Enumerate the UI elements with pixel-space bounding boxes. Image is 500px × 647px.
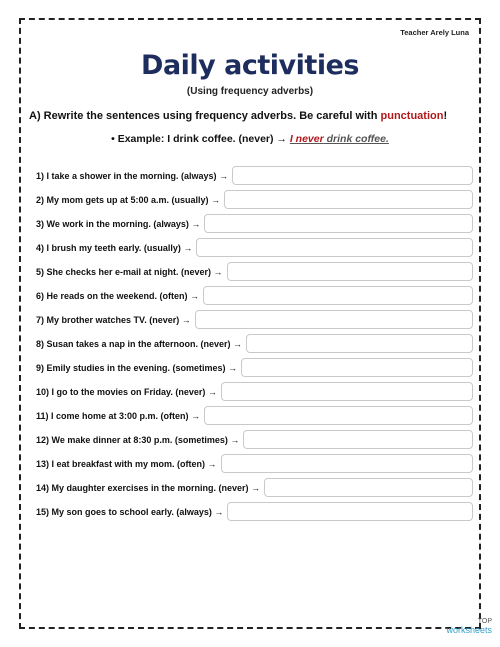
question-row	[36, 501, 473, 522]
answer-box[interactable]	[241, 358, 473, 377]
teacher-name: Teacher Arely Luna	[400, 28, 469, 37]
question-text: 10) I go to the movies on Friday. (never) →	[36, 386, 217, 397]
answer-box[interactable]	[264, 478, 473, 497]
question-row	[36, 261, 473, 282]
answer-box[interactable]	[227, 502, 473, 521]
question-row	[36, 333, 473, 354]
answer-box[interactable]	[204, 406, 473, 425]
example-answer-rest: drink coffee.	[323, 133, 389, 145]
question-row	[36, 453, 473, 474]
brand-top: TOP	[477, 618, 492, 625]
question-row	[36, 213, 473, 234]
answer-box[interactable]	[243, 430, 473, 449]
answer-box[interactable]	[246, 334, 473, 353]
question-row	[36, 405, 473, 426]
question-text: 14) My daughter exercises in the morning. (never) →	[36, 482, 261, 493]
page-title: Daily activities	[141, 50, 359, 81]
answer-box[interactable]	[196, 238, 473, 257]
question-text: 11) I come home at 3:00 p.m. (often) →	[36, 410, 201, 421]
page-subtitle: (Using frequency adverbs)	[186, 86, 314, 97]
question-text: 12) We make dinner at 8:30 p.m. (sometimes) →	[36, 434, 240, 445]
instruction-text: A) Rewrite the sentences using frequency adverbs. Be careful with	[29, 110, 381, 122]
answer-box[interactable]	[203, 286, 473, 305]
question-text: 9) Emily studies in the evening. (sometimes) →	[36, 362, 238, 373]
question-row	[36, 381, 473, 402]
question-row	[36, 189, 473, 210]
example	[21, 133, 479, 145]
question-text: 3) We work in the morning. (always) →	[36, 218, 201, 229]
question-text: 2) My mom gets up at 5:00 a.m. (usually) →	[36, 194, 221, 205]
question-text: 15) My son goes to school early. (always) →	[36, 506, 224, 517]
instruction-highlight: punctuation	[380, 110, 444, 122]
question-row	[36, 477, 473, 498]
question-text: 6) He reads on the weekend. (often) →	[36, 290, 200, 301]
question-row	[36, 429, 473, 450]
answer-box[interactable]	[204, 214, 473, 233]
question-row	[36, 357, 473, 378]
brand-logo	[446, 617, 492, 635]
question-row	[36, 285, 473, 306]
answer-box[interactable]	[227, 262, 473, 281]
instruction-end: !	[443, 110, 448, 122]
answer-box[interactable]	[232, 166, 473, 185]
example-answer-highlight: I never	[289, 133, 324, 145]
question-text: 4) I brush my teeth early. (usually) →	[36, 242, 193, 253]
brand-name: worksheets	[446, 625, 492, 635]
question-text: 8) Susan takes a nap in the afternoon. (never) →	[36, 338, 243, 349]
question-text: 1) I take a shower in the morning. (always) →	[36, 170, 229, 181]
example-answer	[290, 133, 389, 145]
question-row	[36, 309, 473, 330]
answer-box[interactable]	[224, 190, 473, 209]
question-text: 7) My brother watches TV. (never) →	[36, 314, 191, 325]
answer-box[interactable]	[195, 310, 473, 329]
question-row	[36, 237, 473, 258]
answer-box[interactable]	[221, 382, 473, 401]
question-text: 5) She checks her e-mail at night. (never) →	[36, 266, 223, 277]
answer-box[interactable]	[221, 454, 473, 473]
question-text: 13) I eat breakfast with my mom. (often) →	[36, 458, 217, 469]
instruction	[29, 110, 475, 122]
worksheet-page	[19, 18, 481, 629]
question-row	[36, 165, 473, 186]
example-prefix: • Example: I drink coffee. (never) →	[111, 133, 290, 145]
